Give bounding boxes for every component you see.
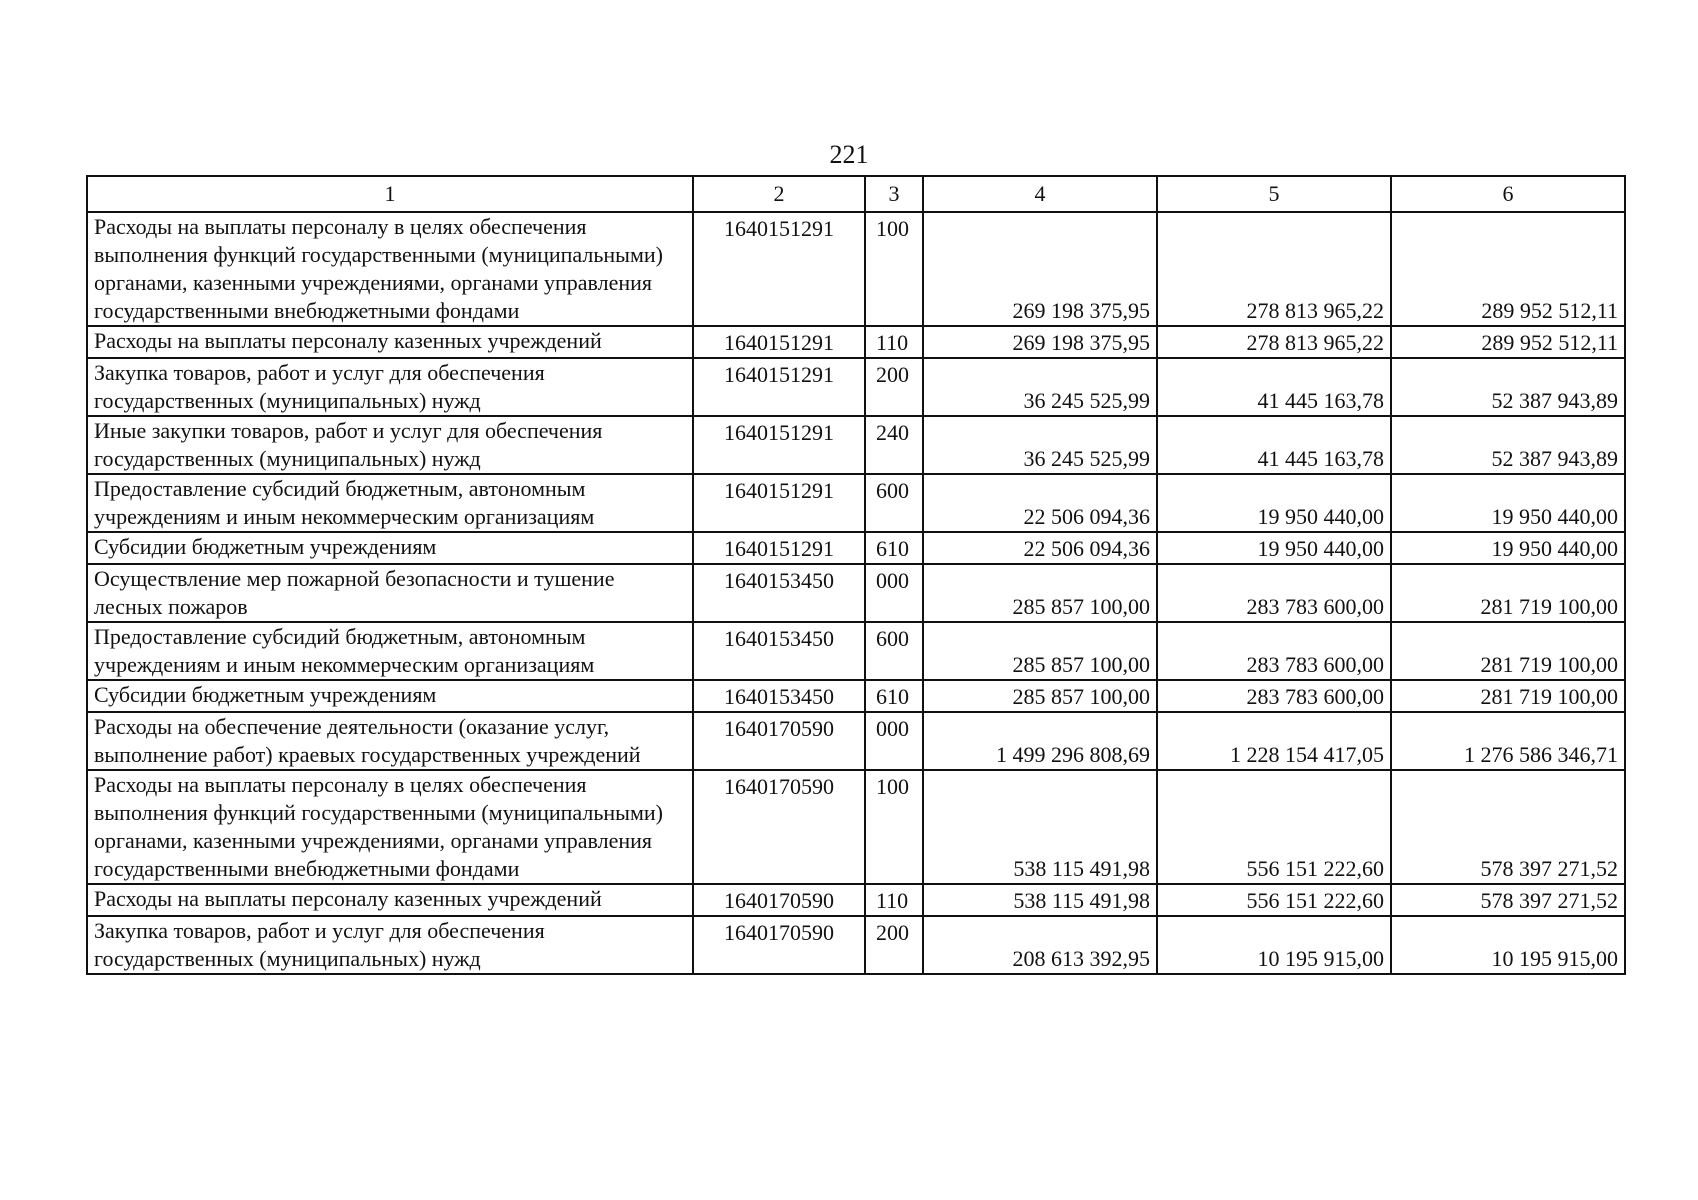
budget-table	[86, 175, 1626, 975]
row-amount-year2-cell: 10 195 915,00	[1157, 916, 1391, 974]
row-amount-year2-cell: 19 950 440,00	[1157, 474, 1391, 532]
row-amount-year3-cell: 289 952 512,11	[1391, 326, 1625, 358]
row-amount-year3-cell: 578 397 271,52	[1391, 770, 1625, 884]
row-name-cell: Предоставление субсидий бюджетным, автономным учреждениям и иным некоммерческим организациям	[87, 474, 693, 532]
row-amount-year1-cell: 36 245 525,99	[923, 358, 1157, 416]
row-amount-year2-cell: 19 950 440,00	[1157, 532, 1391, 564]
row-amount-year1-cell: 285 857 100,00	[923, 622, 1157, 680]
row-code-cell: 1640151291	[693, 212, 865, 326]
row-name-cell: Закупка товаров, работ и услуг для обеспечения государственных (муниципальных) нужд	[87, 916, 693, 974]
column-header: 6	[1391, 176, 1625, 212]
column-header: 2	[693, 176, 865, 212]
row-code-cell: 1640153450	[693, 680, 865, 712]
row-kvr-cell: 200	[865, 916, 923, 974]
column-header: 1	[87, 176, 693, 212]
row-name-cell: Субсидии бюджетным учреждениям	[87, 532, 693, 564]
row-amount-year3-cell: 19 950 440,00	[1391, 474, 1625, 532]
row-name-cell: Иные закупки товаров, работ и услуг для обеспечения государственных (муниципальных) нужд	[87, 416, 693, 474]
row-amount-year2-cell: 41 445 163,78	[1157, 416, 1391, 474]
row-amount-year1-cell: 22 506 094,36	[923, 474, 1157, 532]
row-kvr-cell: 100	[865, 212, 923, 326]
row-amount-year3-cell: 289 952 512,11	[1391, 212, 1625, 326]
column-header: 5	[1157, 176, 1391, 212]
row-amount-year2-cell: 283 783 600,00	[1157, 622, 1391, 680]
row-name-cell: Осуществление мер пожарной безопасности и тушение лесных пожаров	[87, 564, 693, 622]
table-row	[87, 532, 1625, 564]
row-amount-year1-cell: 208 613 392,95	[923, 916, 1157, 974]
row-code-cell: 1640151291	[693, 416, 865, 474]
row-code-cell: 1640151291	[693, 532, 865, 564]
table-row	[87, 680, 1625, 712]
row-code-cell: 1640151291	[693, 474, 865, 532]
table-row	[87, 712, 1625, 770]
row-amount-year2-cell: 1 228 154 417,05	[1157, 712, 1391, 770]
row-amount-year3-cell: 281 719 100,00	[1391, 622, 1625, 680]
row-code-cell: 1640170590	[693, 712, 865, 770]
row-name-cell: Предоставление субсидий бюджетным, автономным учреждениям и иным некоммерческим организациям	[87, 622, 693, 680]
table-header-row	[87, 176, 1625, 212]
table-row	[87, 474, 1625, 532]
row-amount-year1-cell: 22 506 094,36	[923, 532, 1157, 564]
row-kvr-cell: 600	[865, 474, 923, 532]
row-amount-year1-cell: 269 198 375,95	[923, 326, 1157, 358]
row-amount-year2-cell: 278 813 965,22	[1157, 326, 1391, 358]
row-code-cell: 1640170590	[693, 770, 865, 884]
row-name-cell: Закупка товаров, работ и услуг для обеспечения государственных (муниципальных) нужд	[87, 358, 693, 416]
table-row	[87, 416, 1625, 474]
row-amount-year3-cell: 281 719 100,00	[1391, 680, 1625, 712]
row-code-cell: 1640153450	[693, 622, 865, 680]
row-code-cell: 1640153450	[693, 564, 865, 622]
row-amount-year1-cell: 36 245 525,99	[923, 416, 1157, 474]
row-amount-year1-cell: 1 499 296 808,69	[923, 712, 1157, 770]
row-code-cell: 1640151291	[693, 326, 865, 358]
row-amount-year3-cell: 19 950 440,00	[1391, 532, 1625, 564]
row-amount-year1-cell: 285 857 100,00	[923, 564, 1157, 622]
row-amount-year1-cell: 538 115 491,98	[923, 770, 1157, 884]
row-kvr-cell: 000	[865, 712, 923, 770]
row-name-cell: Расходы на выплаты персоналу в целях обеспечения выполнения функций государственными (муниципальными) органами, казенными учреждениями, органами управления государственными внебюджетными фондами	[87, 212, 693, 326]
row-code-cell: 1640170590	[693, 884, 865, 916]
row-amount-year1-cell: 538 115 491,98	[923, 884, 1157, 916]
page-number: 221	[829, 140, 869, 169]
table-row	[87, 564, 1625, 622]
row-kvr-cell: 240	[865, 416, 923, 474]
row-amount-year3-cell: 10 195 915,00	[1391, 916, 1625, 974]
table-row	[87, 212, 1625, 326]
row-amount-year2-cell: 556 151 222,60	[1157, 770, 1391, 884]
row-amount-year3-cell: 578 397 271,52	[1391, 884, 1625, 916]
table-row	[87, 884, 1625, 916]
row-amount-year2-cell: 283 783 600,00	[1157, 680, 1391, 712]
row-kvr-cell: 610	[865, 680, 923, 712]
row-kvr-cell: 110	[865, 326, 923, 358]
row-kvr-cell: 600	[865, 622, 923, 680]
row-kvr-cell: 110	[865, 884, 923, 916]
row-amount-year1-cell: 269 198 375,95	[923, 212, 1157, 326]
column-header: 3	[865, 176, 923, 212]
row-name-cell: Расходы на выплаты персоналу казенных учреждений	[87, 884, 693, 916]
table-row	[87, 622, 1625, 680]
row-name-cell: Расходы на выплаты персоналу казенных учреждений	[87, 326, 693, 358]
row-amount-year3-cell: 1 276 586 346,71	[1391, 712, 1625, 770]
row-code-cell: 1640170590	[693, 916, 865, 974]
row-kvr-cell: 610	[865, 532, 923, 564]
row-amount-year3-cell: 52 387 943,89	[1391, 358, 1625, 416]
row-name-cell: Расходы на обеспечение деятельности (оказание услуг, выполнение работ) краевых государственных учреждений	[87, 712, 693, 770]
column-header: 4	[923, 176, 1157, 212]
table-row	[87, 916, 1625, 974]
row-amount-year2-cell: 278 813 965,22	[1157, 212, 1391, 326]
row-kvr-cell: 000	[865, 564, 923, 622]
row-amount-year2-cell: 283 783 600,00	[1157, 564, 1391, 622]
row-amount-year3-cell: 52 387 943,89	[1391, 416, 1625, 474]
row-kvr-cell: 100	[865, 770, 923, 884]
row-name-cell: Субсидии бюджетным учреждениям	[87, 680, 693, 712]
row-amount-year2-cell: 41 445 163,78	[1157, 358, 1391, 416]
row-kvr-cell: 200	[865, 358, 923, 416]
table-row	[87, 326, 1625, 358]
table-row	[87, 770, 1625, 884]
row-name-cell: Расходы на выплаты персоналу в целях обеспечения выполнения функций государственными (муниципальными) органами, казенными учреждениями, органами управления государственными внебюджетными фондами	[87, 770, 693, 884]
row-amount-year2-cell: 556 151 222,60	[1157, 884, 1391, 916]
row-amount-year1-cell: 285 857 100,00	[923, 680, 1157, 712]
row-amount-year3-cell: 281 719 100,00	[1391, 564, 1625, 622]
row-code-cell: 1640151291	[693, 358, 865, 416]
table-row	[87, 358, 1625, 416]
